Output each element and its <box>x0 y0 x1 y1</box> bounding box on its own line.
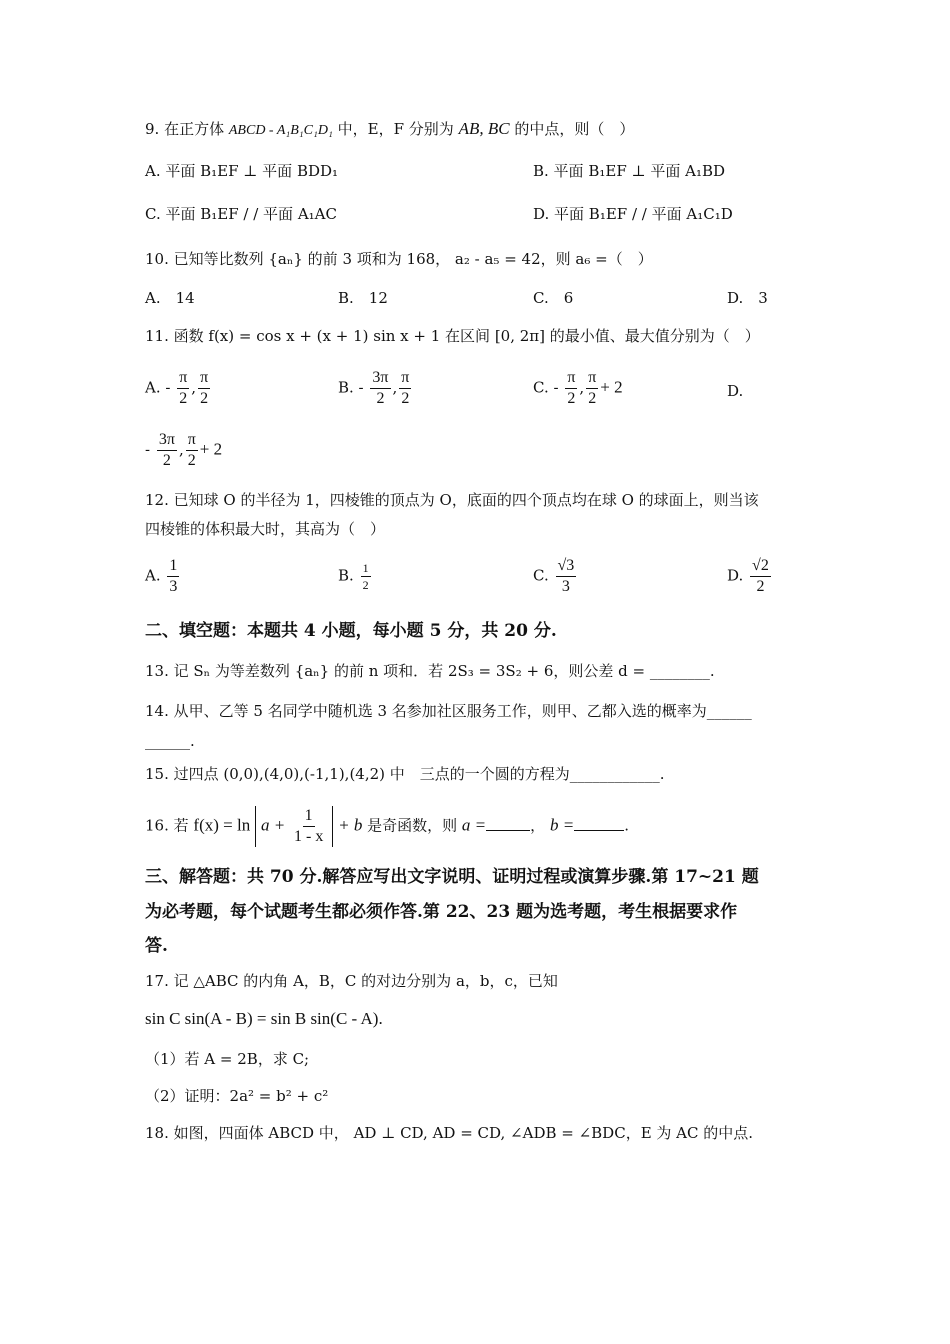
section-3-line-1: 三、解答题：共 70 分.解答应写出文字说明、证明过程或演算步骤.第 17~21 题 <box>145 867 759 887</box>
q17-part-2: （2）证明：2a² = b² + c² <box>145 1087 329 1105</box>
q11-option-c-label: C. - <box>533 378 559 397</box>
q16-abs-value: a + $\frac{1}{1 - x}$ <box>255 806 333 847</box>
q11-option-c: C. - $\frac{\pi}{2}$ , $\frac{\pi}{2}$ + 2 <box>533 369 623 407</box>
q13: 13. 记 Sₙ 为等差数列 {aₙ} 的前 n 项和．若 2S₃ = 3S₂ + 6，则公差 d = ________. <box>145 662 715 680</box>
q16-a-blank[interactable] <box>486 816 530 831</box>
q11-c-frac-1: $\frac{\pi}{2}$ <box>567 369 576 407</box>
q12-option-b: B. $\frac{1}{2}$ <box>338 561 369 592</box>
q12-option-c: C. $\frac{√3}{3}$ <box>533 557 575 595</box>
q12-b-frac: $\frac{1}{2}$ <box>362 561 369 592</box>
q10-stem: 10. 已知等比数列 {aₙ} 的前 3 项和为 168， a₂ - a₅ = 42，则 a₆ =（ ） <box>145 250 653 268</box>
q16-plus-b: + b <box>338 815 363 835</box>
q11-option-b-label: B. - <box>338 378 364 397</box>
q11-option-d-label: D. <box>727 382 744 400</box>
q12-a-frac: $\frac{1}{3}$ <box>169 557 178 595</box>
q16-suffix: 是奇函数，则 <box>367 816 458 835</box>
q11-option-d: - $\frac{3\pi}{2}$ , $\frac{\pi}{2}$ + 2 <box>145 431 223 469</box>
q12-option-a: A. $\frac{1}{3}$ <box>145 557 178 595</box>
q10-option-b: B. 12 <box>338 289 388 307</box>
q11-d-frac-1: $\frac{3\pi}{2}$ <box>158 431 175 469</box>
q9-stem-text-c: 的中点，则（ ） <box>514 120 635 138</box>
q16-b-label: b = <box>549 815 575 835</box>
q10-option-a: A. 14 <box>145 289 195 307</box>
section-3-line-3: 答. <box>145 936 168 956</box>
q11-option-a-label: A. - <box>145 378 171 397</box>
q17-line-1: 17. 记 △ABC 的内角 A，B，C 的对边分别为 a，b，c，已知 <box>145 972 558 990</box>
q9-option-d: D. 平面 B₁EF / / 平面 A₁C₁D <box>533 205 733 223</box>
q16-prefix: 16. 若 <box>145 816 189 835</box>
q9-option-a: A. 平面 B₁EF ⊥ 平面 BDD₁ <box>145 162 339 180</box>
q11-stem: 11. 函数 f(x) = cos x + (x + 1) sin x + 1 在区间 [0, 2π] 的最小值、最大值分别为（ ） <box>145 327 760 345</box>
q12-line-2: 四棱锥的体积最大时，其高为（ ） <box>145 520 386 538</box>
q9-cube-name: ABCD - A₁B₁C₁D₁ <box>228 123 333 138</box>
section-3-line-2: 为必考题，每个试题考生都必须作答.第 22、23 题为选考题，考生根据要求作 <box>145 902 738 922</box>
q17-part-1: （1）若 A = 2B，求 C; <box>145 1050 310 1068</box>
q16-frac: $\frac{1}{1 - x}$ <box>294 807 324 845</box>
q12-option-d: D. $\frac{√2}{2}$ <box>727 557 769 595</box>
q11-d-frac-2: $\frac{\pi}{2}$ <box>187 431 196 469</box>
q15: 15. 过四点 (0,0),(4,0),(-1,1),(4,2) 中 三点的一个圆的方程为____________. <box>145 765 665 783</box>
q18: 18. 如图，四面体 ABCD 中， AD ⊥ CD, AD = CD, ∠ADB = ∠BDC，E 为 AC 的中点. <box>145 1124 754 1142</box>
q11-a-frac-1: $\frac{\pi}{2}$ <box>179 369 188 407</box>
q11-b-frac-1: $\frac{3\pi}{2}$ <box>372 369 389 407</box>
q9-segments: AB, BC <box>458 119 510 138</box>
q9-stem-text-b: 中，E，F 分别为 <box>337 120 454 138</box>
q14-line-1: 14. 从甲、乙等 5 名同学中随机选 3 名参加社区服务工作，则甲、乙都入选的概率为______ <box>145 702 752 720</box>
q10-option-c: C. 6 <box>533 289 574 307</box>
q11-c-frac-2: $\frac{\pi}{2}$ <box>588 369 597 407</box>
q9-option-b: B. 平面 B₁EF ⊥ 平面 A₁BD <box>533 162 726 180</box>
q9-stem-text-a: 9. 在正方体 <box>145 120 225 138</box>
q12-c-frac: $\frac{√3}{3}$ <box>557 557 575 595</box>
q16-a-label: a = <box>461 815 487 835</box>
q9-stem <box>145 118 634 142</box>
q9-option-c: C. 平面 B₁EF / / 平面 A₁AC <box>145 205 337 223</box>
section-2-heading: 二、填空题：本题共 4 小题，每小题 5 分，共 20 分. <box>145 621 557 641</box>
q17-line-2: sin C sin(A - B) = sin B sin(C - A). <box>145 1009 383 1028</box>
q16-function: f(x) = ln <box>193 815 251 835</box>
q10-option-d: D. 3 <box>727 289 768 307</box>
q12-d-frac: $\frac{√2}{2}$ <box>752 557 769 595</box>
q12-line-1: 12. 已知球 O 的半径为 1，四棱锥的顶点为 O，底面的四个顶点均在球 O 的球面上，则当该 <box>145 491 759 509</box>
q11-option-b: B. - $\frac{3\pi}{2}$ , $\frac{\pi}{2}$ <box>338 369 410 407</box>
q16-b-blank[interactable] <box>574 816 624 831</box>
q14-line-2: ______. <box>145 732 195 750</box>
q11-b-frac-2: $\frac{\pi}{2}$ <box>401 369 410 407</box>
q11-option-a: A. - $\frac{\pi}{2}$ , $\frac{\pi}{2}$ <box>145 369 209 407</box>
q11-a-frac-2: $\frac{\pi}{2}$ <box>200 369 209 407</box>
q16: 16. 若 f(x) = ln a + $\frac{1}{1 - x}$ + b 是奇函数，则 a = ， b = . <box>145 807 629 845</box>
